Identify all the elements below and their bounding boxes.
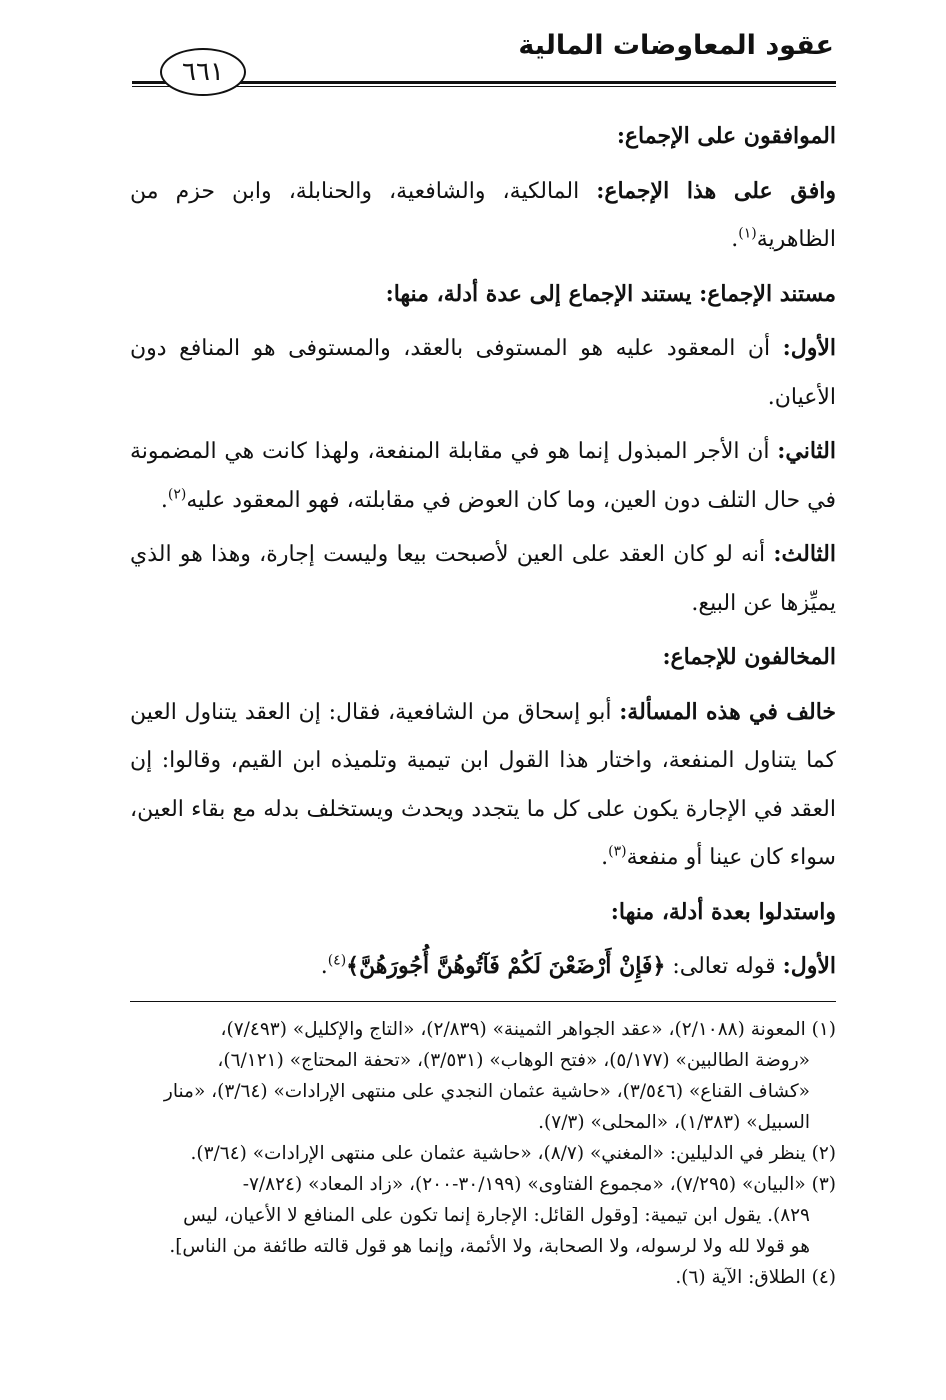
running-header-title: عقود المعاوضات المالية	[518, 30, 834, 61]
page-number: ٦٦١	[160, 48, 246, 96]
sentence-end: .	[731, 227, 739, 252]
paragraph-first-evidence	[130, 324, 836, 422]
section-label: المخالفون للإجماع:	[662, 644, 836, 670]
sentence-end: .	[160, 487, 168, 513]
footnote-3-line: ٨٢٩). يقول ابن تيمية: [وقول القائل: الإجارة إنما تكون على المنافع لا الأعيان، ليس	[183, 1205, 810, 1226]
footnote-ref: (٣)	[608, 843, 627, 860]
paragraph-dissent	[130, 688, 836, 883]
paragraph-quran-evidence	[130, 942, 836, 992]
paragraph-text: أن المعقود عليه هو المستوفى بالعقد، والمستوفى هو المنافع دون الأعيان.	[130, 336, 836, 410]
lead-term: خالف في هذه المسألة:	[619, 698, 836, 725]
paragraph-text: أبو إسحاق من الشافعية، فقال: إن العقد يتناول العين كما يتناول المنفعة، واختار هذا القول ابن تيمية وتلميذه ابن القيم، وقالوا: إن العقد في الإجارة يكون على كل ما يتجدد ويحدث ويستخلف بدله مع بقاء العين، سواء كان عينا أو منفعة	[130, 699, 836, 870]
footnote-3-line: (٣) «البيان» (٧/٢٩٥)، «مجموع الفتاوى» (٣٠/١٩٩-٢٠٠)، «زاد المعاد» (٧/٨٢٤-	[242, 1174, 836, 1195]
lead-term: الثاني:	[777, 438, 836, 464]
heading-agreeing	[130, 112, 836, 162]
footnote-separator	[130, 1001, 836, 1002]
lead-term: الأول:	[782, 335, 836, 361]
footnote-1-line: «روضة الطالبين» (٥/١٧٧)، «فتح الوهاب» (٣/٥٣١)، «تحفة المحتاج» (٦/١٢١)،	[217, 1050, 810, 1071]
paragraph-text: أن الأجر المبذول إنما هو في مقابلة المنفعة، ولهذا كانت هي المضمونة في حال التلف دون العين، وما كان العوض في مقابلته، فهو المعقود عليه	[130, 439, 836, 513]
sentence-end: .	[601, 845, 609, 870]
footnote-3-line: هو قولا لله ولا لرسوله، ولا الصحابة، ولا الأئمة، وإنما هو قول قالته طائفة من الناس].	[169, 1236, 810, 1257]
quran-verse: ﴿فَإِنْ أَرْضَعْنَ لَكُمْ فَآتُوهُنَّ أُجُورَهُنَّ﴾	[346, 953, 666, 979]
heading-basis	[130, 270, 836, 320]
paragraph-text: المالكية، والشافعية، والحنابلة، وابن حزم من الظاهرية	[130, 178, 836, 252]
footnote-ref: (١)	[738, 225, 757, 242]
lead-term: الثالث:	[773, 541, 836, 567]
footnote-ref: (٢)	[167, 486, 187, 503]
section-label: مستند الإجماع: يستند الإجماع إلى عدة أدلة، منها:	[385, 280, 836, 307]
footnote-1-line: (١) المعونة (٢/١٠٨٨)، «عقد الجواهر الثمينة» (٢/٨٣٩)، «التاج والإكليل» (٧/٤٩٣)،	[220, 1019, 836, 1040]
footnote-1-line: «كشاف القناع» (٣/٥٤٦)، «حاشية عثمان النجدي على منتهى الإرادات» (٣/٦٤)، «منار	[163, 1081, 810, 1102]
footnote-2: (٢) ينظر في الدليلين: «المغني» (٨/٧)، «حاشية عثمان على منتهى الإرادات» (٣/٦٤).	[190, 1143, 836, 1164]
paragraph-second-evidence	[130, 427, 836, 525]
footnote-ref: (٤)	[327, 952, 347, 969]
lead-term: وافق على هذا الإجماع:	[596, 177, 837, 204]
paragraph-third-evidence	[130, 530, 836, 628]
paragraph-agreement	[130, 167, 836, 265]
footnote-4: (٤) الطلاق: الآية (٦).	[675, 1267, 836, 1288]
footnote-1-line: السبيل» (١/٣٨٣)، «المحلى» (٧/٣).	[538, 1112, 810, 1133]
sentence-end: .	[320, 954, 328, 979]
main-text	[130, 112, 836, 997]
heading-opponents	[130, 633, 836, 683]
paragraph-text: أنه لو كان العقد على العين لأصبحت بيعا وليست إجارة، وهذا هو الذي يميِّزها عن البيع.	[130, 542, 836, 616]
lead-term: الأول:	[782, 953, 836, 979]
heading-their-evidence	[130, 888, 836, 938]
paragraph-text: قوله تعالى:	[665, 954, 783, 979]
section-label: الموافقون على الإجماع:	[616, 123, 836, 149]
footnotes	[130, 1014, 836, 1293]
section-label: واستدلوا بعدة أدلة، منها:	[610, 898, 836, 925]
